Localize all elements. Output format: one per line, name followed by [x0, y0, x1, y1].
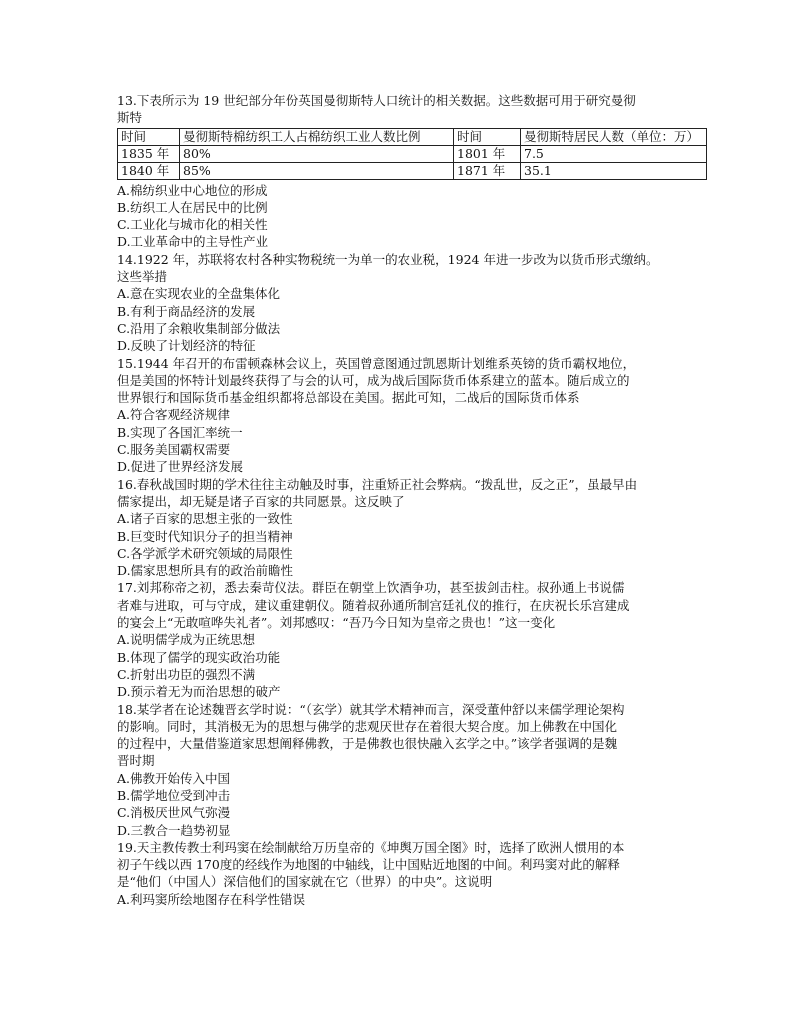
population-table — [117, 128, 707, 180]
table-cell: 1840 年 — [118, 162, 180, 179]
option-d: D.预示着无为而治思想的破产 — [117, 684, 281, 700]
question-18 — [117, 701, 707, 839]
option-a: A.意在实现农业的全盘集体化 — [117, 286, 281, 302]
table-cell: 7.5 — [521, 145, 707, 162]
question-15 — [117, 355, 707, 476]
option-a: A.符合客观经济规律 — [117, 407, 231, 423]
option-c: C.服务美国霸权需要 — [117, 442, 231, 458]
option-a: A.诸子百家的思想主张的一致性 — [117, 511, 293, 527]
question-stem-line: 的影响。同时，其消极无为的思想与佛学的悲观厌世存在着很大契合度。加上佛教在中国化 — [117, 718, 618, 734]
question-stem-line: 晋时期 — [117, 753, 155, 769]
option-a: A.棉纺织业中心地位的形成 — [117, 182, 268, 198]
option-d: D.反映了计划经济的特征 — [117, 338, 256, 354]
table-cell: 85% — [180, 162, 454, 179]
option-c: C.折射出功臣的强烈不满 — [117, 666, 256, 682]
table-cell: 1871 年 — [454, 162, 521, 179]
question-stem-line: 的宴会上“无敢喧哗失礼者”。刘邦感叹：“吾乃今日知为皇帝之贵也！”这一变化 — [117, 615, 556, 631]
option-b: B.实现了各国汇率统一 — [117, 424, 243, 440]
option-b: B.巨变时代知识分子的担当精神 — [117, 528, 293, 544]
table-header-cell: 时间 — [118, 128, 180, 145]
option-c: C.各学派学术研究领域的局限性 — [117, 545, 293, 561]
option-b: B.有利于商品经济的发展 — [117, 303, 256, 319]
exam-page — [117, 92, 707, 908]
option-a: A.说明儒学成为正统思想 — [117, 632, 256, 648]
question-stem-line: 17.刘邦称帝之初，悉去秦苛仪法。群臣在朝堂上饮酒争功，甚至拔剑击柱。叔孙通上书说儒 — [117, 580, 625, 596]
question-14 — [117, 251, 707, 355]
option-d: D.儒家思想所具有的政治前瞻性 — [117, 563, 294, 579]
table-cell: 80% — [180, 145, 454, 162]
option-c: C.沿用了余粮收集制部分做法 — [117, 320, 281, 336]
question-stem-line: 儒家提出，却无疑是诸子百家的共同愿景。这反映了 — [117, 493, 405, 509]
option-d: D.工业革命中的主导性产业 — [117, 234, 269, 250]
option-a: A.佛教开始传入中国 — [117, 770, 231, 786]
question-13 — [117, 92, 707, 251]
table-row — [118, 145, 707, 162]
question-stem-line: 这些举措 — [117, 269, 168, 285]
question-stem-line: 初子午线以西 170度的经线作为地图的中轴线，让中国贴近地图的中间。利玛窦对此的解释 — [117, 857, 620, 873]
table-header-row — [118, 128, 707, 145]
question-stem-line: 者难与进取，可与守成，建议重建朝仪。随着叔孙通所制宫廷礼仪的推行，在庆祝长乐宫建成 — [117, 597, 630, 613]
option-d: D.三教合一趋势初显 — [117, 822, 231, 838]
question-stem-line: 但是美国的怀特计划最终获得了与会的认可，成为战后国际货币体系建立的蓝本。随后成立的 — [117, 372, 630, 388]
question-stem-line: 15.1944 年召开的布雷顿森林会议上，英国曾意图通过凯恩斯计划维系英镑的货币霸权地位， — [117, 355, 636, 371]
question-16 — [117, 476, 707, 580]
option-c: C.工业化与城市化的相关性 — [117, 217, 268, 233]
question-stem-line: 世界银行和国际货币基金组织都将总部设在美国。据此可知，二战后的国际货币体系 — [117, 390, 580, 406]
question-stem-line: 的过程中，大量借鉴道家思想阐释佛教，于是佛教也很快融入玄学之中。”该学者强调的是魏 — [117, 736, 618, 752]
question-stem-line: 13.下表所示为 19 世纪部分年份英国曼彻斯特人口统计的相关数据。这些数据可用于研究曼彻 — [117, 93, 636, 108]
table-cell: 1835 年 — [118, 145, 180, 162]
table-cell: 1801 年 — [454, 145, 521, 162]
option-c: C.消极厌世风气弥漫 — [117, 805, 231, 821]
option-b: B.儒学地位受到冲击 — [117, 787, 231, 803]
question-stem-line: 斯特 — [117, 110, 143, 126]
option-a: A.利玛窦所绘地图存在科学性错误 — [117, 891, 306, 907]
question-stem-line: 14.1922 年，苏联将农村各种实物税统一为单一的农业税，1924 年进一步改为以货币形式缴纳。 — [117, 251, 659, 267]
option-b: B.体现了儒学的现实政治功能 — [117, 649, 281, 665]
option-d: D.促进了世界经济发展 — [117, 459, 244, 475]
table-header-cell: 曼彻斯特居民人数（单位：万） — [521, 128, 707, 145]
question-17 — [117, 579, 707, 700]
table-cell: 35.1 — [521, 162, 707, 179]
question-stem-line: 16.春秋战国时期的学术往往主动触及时事，注重矫正社会弊病。“拨乱世，反之正”，虽最早由 — [117, 476, 638, 492]
question-19 — [117, 839, 707, 908]
question-stem-line: 19.天主教传教士利玛窦在绘制献给万历皇帝的《坤舆万国全图》时，选择了欧洲人惯用的本 — [117, 839, 625, 855]
question-stem-line: 是“他们（中国人）深信他们的国家就在它（世界）的中央”。这说明 — [117, 874, 493, 890]
question-stem-line: 18.某学者在论述魏晋玄学时说：“（玄学）就其学术精神而言，深受董仲舒以来儒学理论架构 — [117, 701, 625, 717]
table-header-cell: 曼彻斯特棉纺织工人占棉纺织工业人数比例 — [180, 128, 454, 145]
table-row — [118, 162, 707, 179]
option-b: B.纺织工人在居民中的比例 — [117, 199, 268, 215]
table-header-cell: 时间 — [454, 128, 521, 145]
